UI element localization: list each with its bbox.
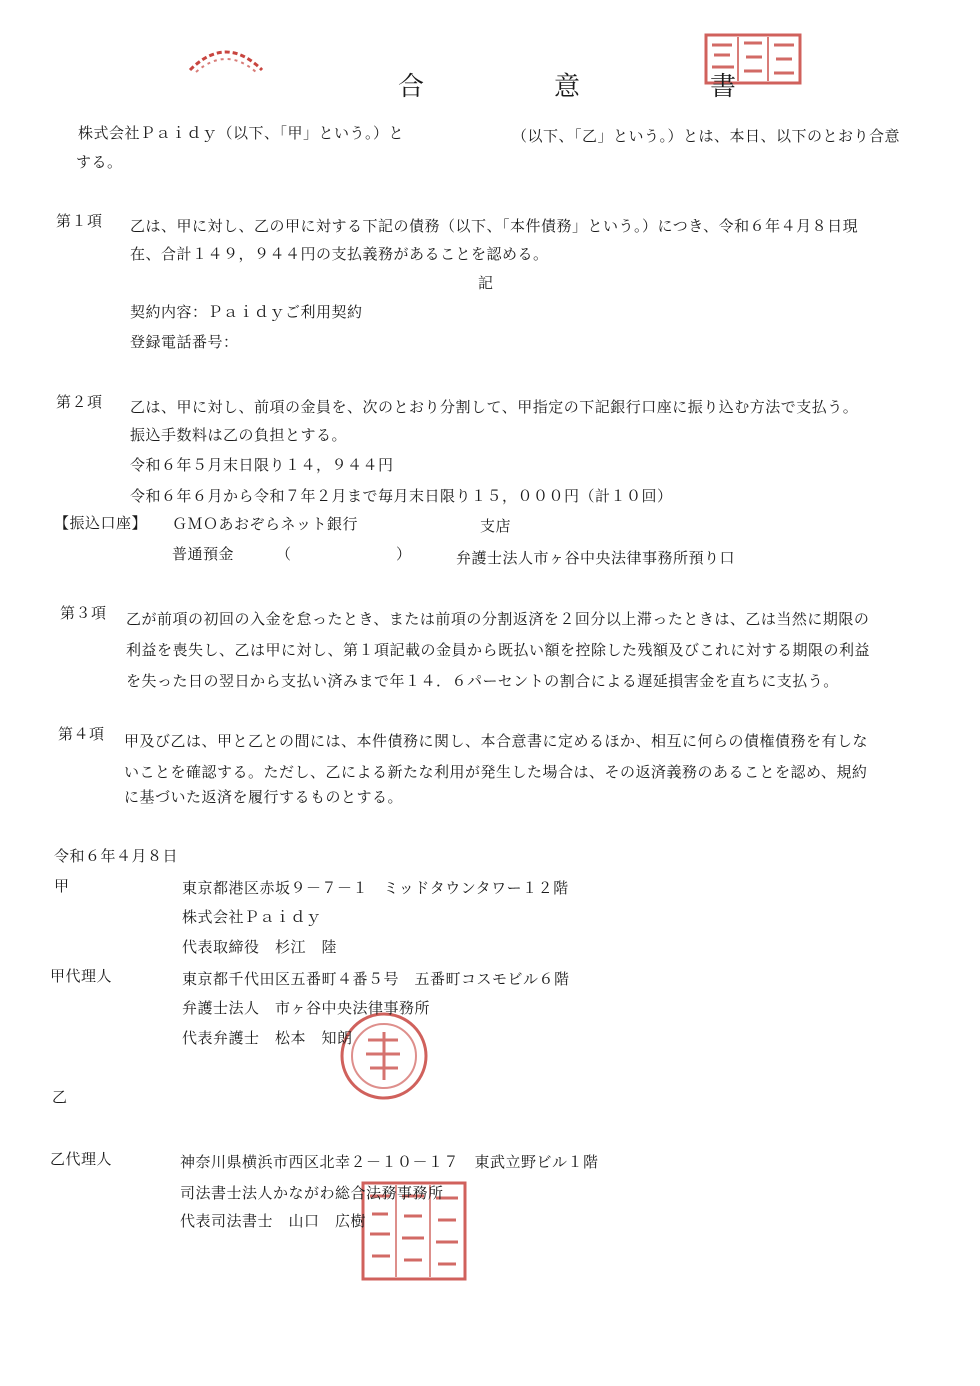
article-4-line1: 甲及び乙は、甲と乙との間には、本件債務に関し、本合意書に定めるほか、相互に何らの債権債務を有しな — [124, 732, 869, 750]
article-1-ki: 記 — [478, 274, 494, 292]
party-a-agent-label: 甲代理人 — [50, 967, 113, 985]
account-label: 【振込口座】 — [54, 514, 148, 532]
account-holder: 弁護士法人市ヶ谷中央法律事務所預り口 — [456, 549, 736, 567]
article-1-heading: 第１項 — [56, 212, 103, 230]
article-4-heading: 第４項 — [58, 725, 105, 743]
article-3-heading: 第３項 — [60, 604, 107, 622]
account-number-open: （ — [276, 545, 292, 563]
article-2-line2: 振込手数料は乙の負担とする。 — [130, 426, 348, 444]
bank-branch: 支店 — [480, 517, 512, 535]
intro-line1-left: 株式会社Ｐａｉｄｙ（以下、「甲」という。）と — [78, 124, 405, 142]
article-4-line3: に基づいた返済を履行するものとする。 — [124, 788, 404, 806]
article-1-line2: 在、合計１４９，９４４円の支払義務があることを認める。 — [130, 245, 549, 263]
account-number-close: ） — [396, 545, 412, 563]
payment-monthly: 令和６年６月から令和７年２月まで毎月末日限り１５，０００円（計１０回） — [130, 487, 673, 505]
party-b-agent-label: 乙代理人 — [50, 1150, 113, 1168]
document-title: 合 意 書 — [398, 72, 789, 102]
bank-name: ＧＭＯあおぞらネット銀行 — [172, 515, 359, 533]
party-a-agent-rep: 代表弁護士 松本 知朗 — [182, 1029, 353, 1047]
article-4-line2: いことを確認する。ただし、乙による新たな利用が発生した場合は、その返済義務のあることを認め、規約 — [124, 763, 868, 781]
article-3-line1: 乙が前項の初回の入金を怠ったとき、または前項の分割返済を２回分以上滞ったときは、乙は当然に期限の — [126, 610, 870, 628]
party-a-agent-address: 東京都千代田区五番町４番５号 五番町コスモビル６階 — [182, 970, 570, 988]
payment-first: 令和６年５月末日限り１４，９４４円 — [130, 456, 394, 474]
party-a-name: 株式会社Ｐａｉｄｙ — [182, 908, 322, 926]
seal-stamp-agent-a — [338, 1010, 430, 1102]
intro-line2: する。 — [76, 153, 123, 171]
party-b-agent-address: 神奈川県横浜市西区北幸２－１０－１７ 東武立野ビル１階 — [180, 1153, 599, 1171]
party-a-label: 甲 — [54, 877, 70, 895]
account-type: 普通預金 — [172, 545, 235, 563]
intro-line1-right: （以下、「乙」という。）とは、本日、以下のとおり合意 — [512, 127, 901, 145]
article-3-line2: 利益を喪失し、乙は甲に対し、第１項記載の金員から既払い額を控除した残額及びこれに対する期限の利益 — [126, 641, 871, 659]
party-a-rep: 代表取締役 杉江 陸 — [182, 938, 338, 956]
party-b-agent-rep: 代表司法書士 山口 広樹 — [180, 1212, 367, 1230]
article-1-line1: 乙は、甲に対し、乙の甲に対する下記の債務（以下、「本件債務」という。）につき、令和６年４月８日現 — [130, 217, 859, 235]
article-3-line3: を失った日の翌日から支払い済みまで年１４．６パーセントの割合による遅延損害金を直ちに支払う。 — [126, 672, 839, 690]
article-2-heading: 第２項 — [56, 393, 103, 411]
registered-phone: 登録電話番号： — [130, 333, 239, 351]
party-b-label: 乙 — [52, 1088, 68, 1106]
article-2-line1: 乙は、甲に対し、前項の金員を、次のとおり分割して、甲指定の下記銀行口座に振り込む方法で支払う。 — [130, 398, 859, 416]
party-a-agent-name: 弁護士法人 市ヶ谷中央法律事務所 — [182, 999, 431, 1017]
contract-details: 契約内容：Ｐａｉｄｙご利用契約 — [130, 303, 363, 321]
party-a-address: 東京都港区赤坂９－７－１ ミッドタウンタワー１２階 — [182, 879, 569, 897]
agreement-date: 令和６年４月８日 — [54, 847, 179, 865]
seal-stamp-top-left — [186, 40, 266, 76]
party-b-agent-name: 司法書士法人かながわ総合法務事務所 — [180, 1184, 444, 1202]
